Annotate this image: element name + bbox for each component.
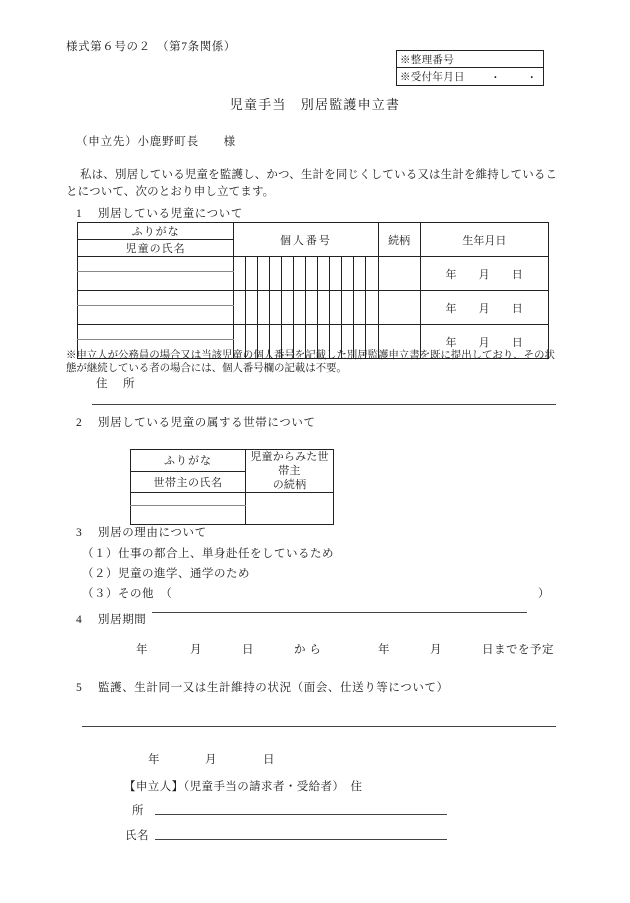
child-name-2[interactable] [78,306,234,325]
intro-line-2: とについて、次のとおり申し立てます。 [66,186,275,198]
section-2-title: 別居している児童の属する世帯について [98,417,316,429]
my-number-cell[interactable] [258,291,270,325]
intro-line-1: 私は、別居している児童を監護し、かつ、生計を同じくしている又は生計を維持しているこ [80,169,558,181]
my-number-cell[interactable] [282,257,294,291]
reason-option-2[interactable]: （２）児童の進学、通学のため [82,568,250,580]
section-2-number: 2 [76,417,83,429]
my-number-cell[interactable] [246,257,258,291]
period-to-suffix: 日までを予定 [482,644,554,656]
signature-date-month: 月 [205,754,217,766]
child-birthdate-1[interactable] [420,257,548,291]
header-household-name: 世帯主の氏名 [131,471,246,493]
section-1-number: 1 [76,208,83,220]
my-number-cell[interactable] [294,291,306,325]
header-relation: 続柄 [378,223,420,257]
addressee: （申立先）小鹿野町長 様 [76,136,236,148]
my-number-cell[interactable] [342,291,354,325]
household-furigana-value[interactable] [131,493,246,506]
birthdate-day-label: 日 [511,268,524,281]
my-number-cell[interactable] [306,257,318,291]
separation-period-fields[interactable] [136,641,554,657]
birthdate-year-label: 年 [445,336,457,349]
section-4-number: 4 [76,614,83,626]
reference-number-label: ※整理番号 [400,54,454,66]
my-number-cell[interactable] [234,257,246,291]
my-number-cell[interactable] [354,257,366,291]
note-line-1: ※申立人が公務員の場合又は当該児童の個人番号を記載した別居監護申立書を既に提出しており、その状 [66,350,555,361]
my-number-cell[interactable] [294,257,306,291]
birthdate-year-label: 年 [445,302,457,315]
my-number-cell[interactable] [366,257,378,291]
birthdate-month-label: 月 [478,268,491,281]
section-4-heading [76,611,146,627]
my-number-cell[interactable] [234,291,246,325]
section-2-heading [76,414,316,430]
date-dot-1: ・ [490,73,501,84]
my-number-cell[interactable] [330,257,342,291]
receipt-date-label: ※受付年月日 [400,72,465,83]
section-1-title: 別居している児童について [98,208,243,220]
child-relation-1[interactable] [378,257,420,291]
child-birthdate-2[interactable] [420,291,548,325]
reference-number-row[interactable] [397,51,543,68]
reason-option-1[interactable]: （１）仕事の都合上、単身赴任をしているため [82,548,334,560]
signature-date-day: 日 [263,754,275,766]
child-address-rule[interactable] [92,404,556,405]
note-line-2: 態が継続している者の場合には、個人番号欄の記載は不要。 [66,363,347,374]
birthdate-day-label: 日 [511,336,524,349]
section-1-heading [76,205,243,221]
child-furigana-2[interactable] [78,291,234,306]
birthdate-year-label: 年 [445,268,457,281]
my-number-cell[interactable] [318,257,330,291]
header-household-relation [246,450,334,493]
header-household-relation-line1: 児童からみた世帯主 [250,451,329,477]
period-from-suffix: か ら [294,644,322,656]
period-to-year: 年 [378,644,390,656]
my-number-cell[interactable] [258,257,270,291]
section-3-heading [76,524,207,540]
section-3-number: 3 [76,527,83,539]
page-title: 児童手当 別居監護申立書 [229,97,401,112]
my-number-cell[interactable] [330,291,342,325]
applicant-address-rule[interactable] [155,814,447,815]
birthdate-day-label: 日 [511,302,524,315]
period-from-month: 月 [190,644,202,656]
section-5-heading [76,679,449,695]
my-number-cell[interactable] [282,291,294,325]
my-number-note [66,349,582,375]
intro-paragraph [66,167,566,201]
my-number-cell[interactable] [342,257,354,291]
section-3-other-rule[interactable] [152,612,527,613]
child-relation-2[interactable] [378,291,420,325]
applicant-label: 【申立人】（児童手当の請求者・受給者） 住 [124,781,363,793]
applicant-name-label: 氏名 [125,830,149,842]
period-from-day: 日 [242,644,254,656]
household-relation-value[interactable] [246,493,334,525]
header-birthdate: 生年月日 [420,223,548,257]
header-my-number: 個人番号 [234,223,378,257]
period-to-month: 月 [430,644,442,656]
my-number-cell[interactable] [246,291,258,325]
applicant-name-rule[interactable] [155,839,447,840]
my-number-cell[interactable] [318,291,330,325]
receipt-date-separators [490,68,537,85]
household-table [130,449,334,525]
my-number-cell[interactable] [366,291,378,325]
header-child-name: 児童の氏名 [78,240,234,257]
section-5-answer-rule[interactable] [82,726,556,727]
my-number-cell[interactable] [270,291,282,325]
children-table [77,222,549,359]
section-5-title: 監護、生計同一又は生計維持の状況（面会、仕送り等について） [98,682,449,694]
period-from-year: 年 [136,644,148,656]
my-number-cell[interactable] [306,291,318,325]
reason-option-3-close-paren: ） [538,588,550,600]
header-household-furigana: ふりがな [131,450,246,472]
signature-date-year: 年 [148,754,160,766]
header-household-relation-line2: の続柄 [272,479,307,491]
applicant-address-label: 所 [132,805,144,817]
child-furigana-3[interactable] [78,325,234,340]
section-3-title: 別居の理由について [98,527,207,539]
signature-date[interactable] [148,751,275,767]
birthdate-month-label: 月 [478,336,491,349]
household-name-value[interactable] [131,506,246,525]
my-number-cell[interactable] [354,291,366,325]
child-name-1[interactable] [78,272,234,291]
child-furigana-1[interactable] [78,257,234,272]
receipt-date-row[interactable] [397,68,543,85]
header-furigana: ふりがな [78,223,234,240]
reason-option-3[interactable]: （３）その他 （ [82,588,173,600]
birthdate-month-label: 月 [478,302,491,315]
form-code: 様式第６号の２ （第7条関係） [66,41,236,53]
child-address-label: 住 所 [96,378,137,390]
my-number-cell[interactable] [270,257,282,291]
section-4-title: 別居期間 [98,614,147,626]
section-5-number: 5 [76,682,83,694]
date-dot-2: ・ [526,73,537,84]
receipt-box [396,50,544,86]
